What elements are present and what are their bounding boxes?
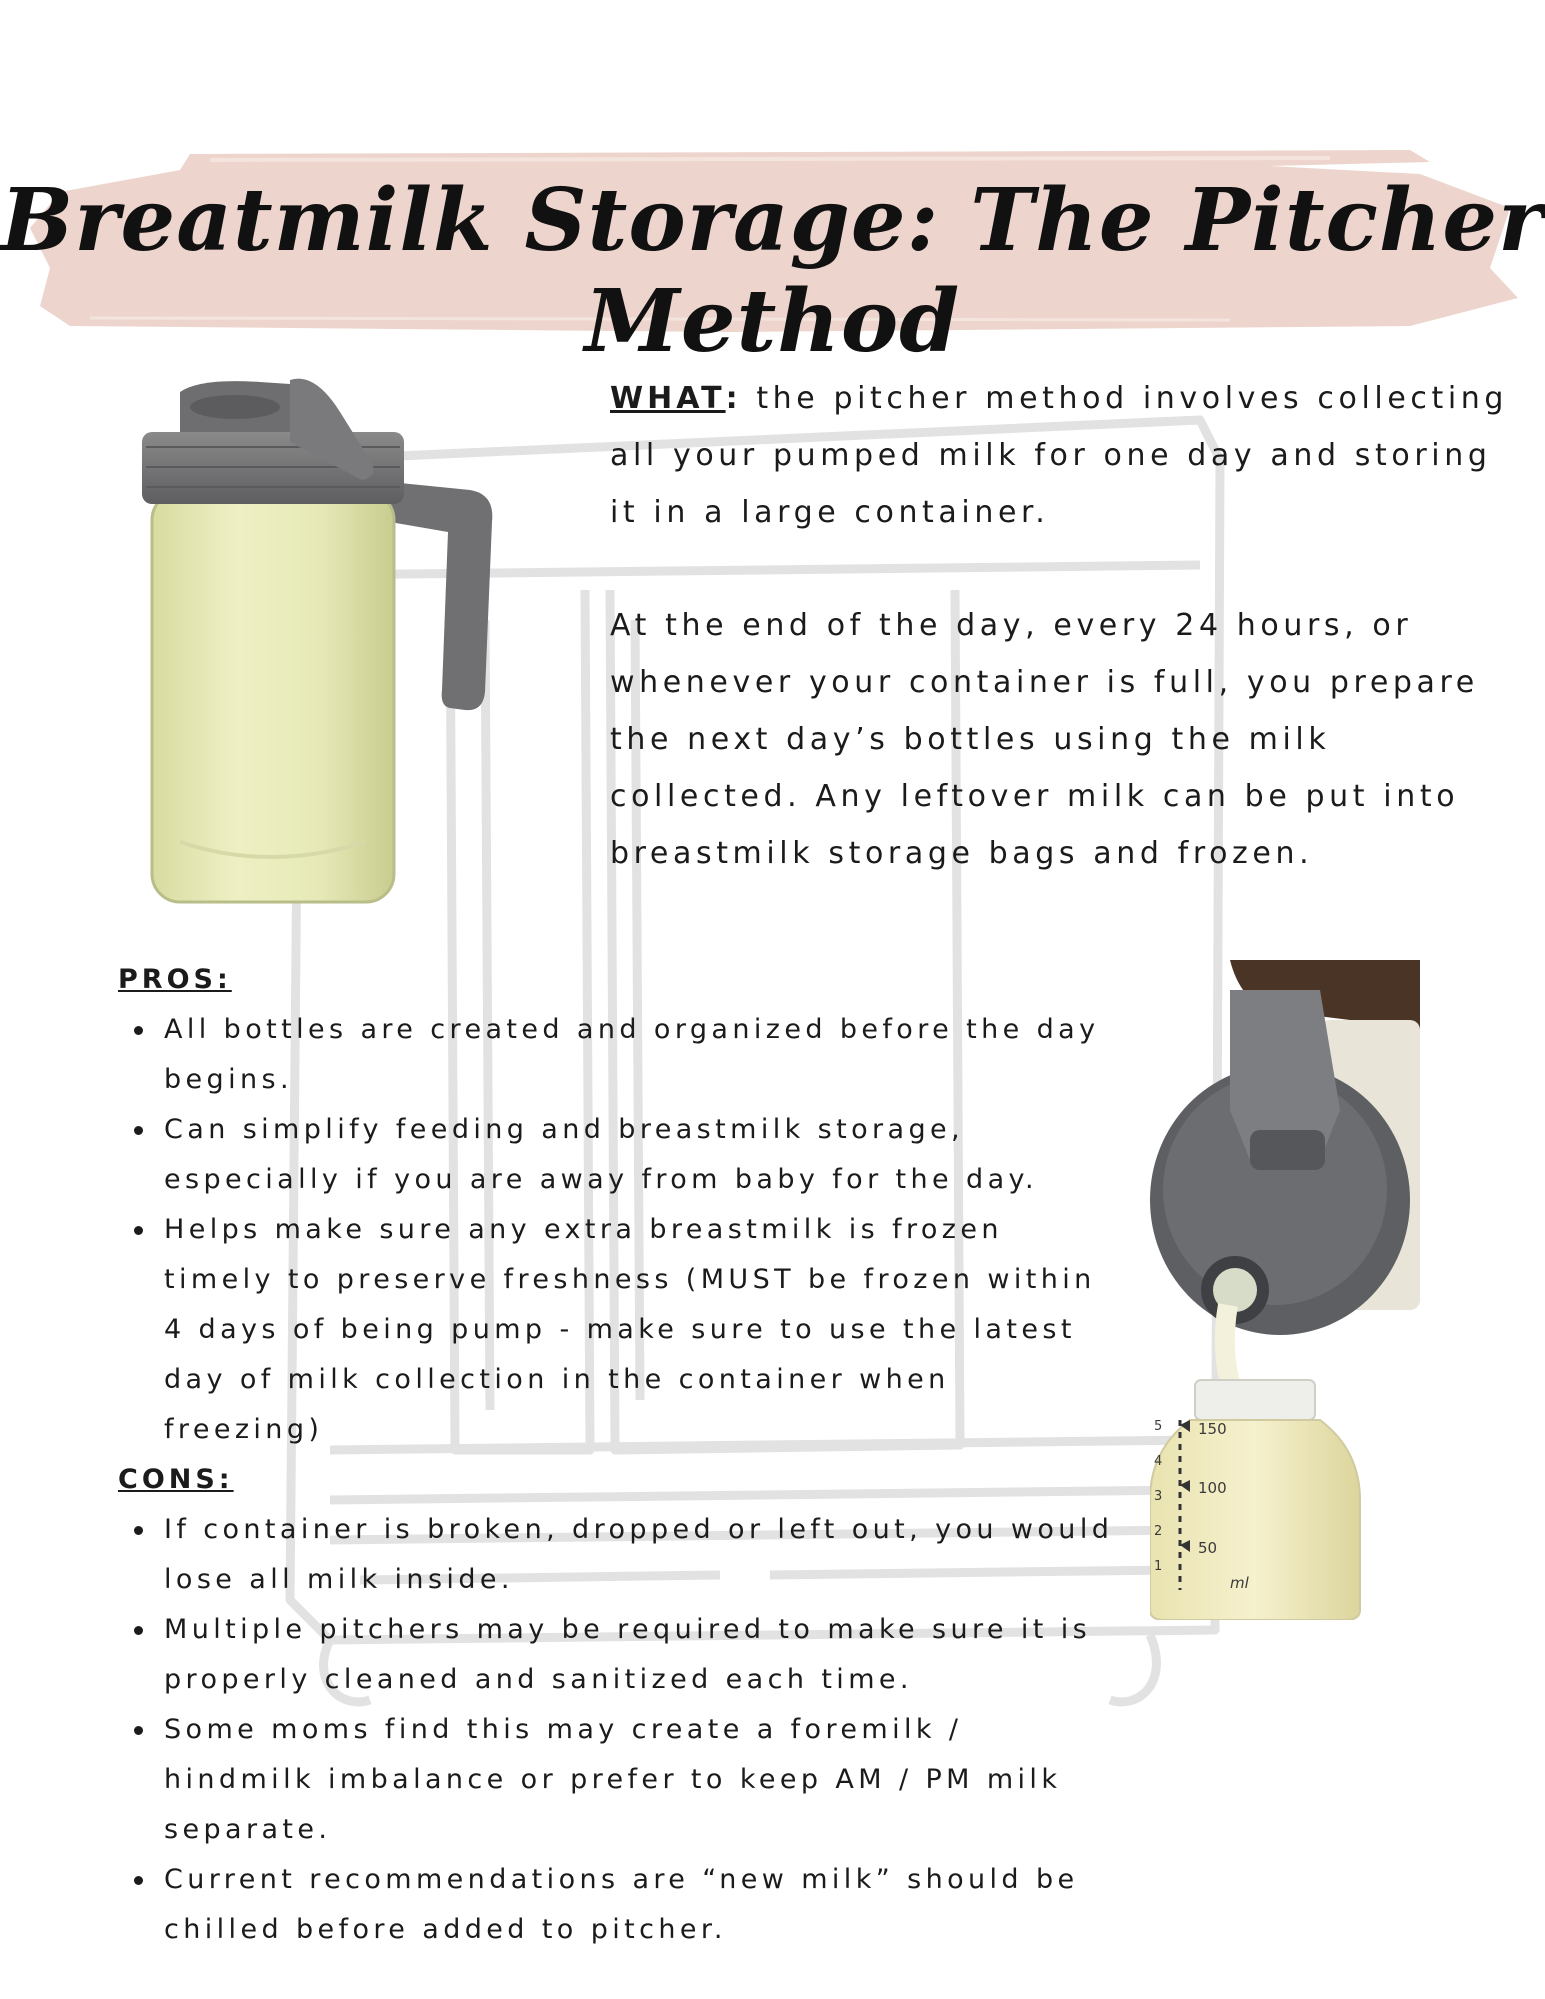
pros-item: Can simplify feeding and breastmilk storage, especially if you are away from baby for the day. <box>164 1105 1118 1205</box>
oz-mark: 3 <box>1154 1489 1163 1504</box>
cons-item: Current recommendations are “new milk” should be chilled before added to pitcher. <box>164 1855 1118 1955</box>
oz-mark: 2 <box>1154 1524 1163 1539</box>
cons-item: Multiple pitchers may be required to make sure it is properly cleaned and sanitized each time. <box>164 1605 1118 1705</box>
oz-mark: 5 <box>1154 1419 1163 1434</box>
ml-mark: 100 <box>1198 1479 1227 1497</box>
what-paragraph-2: At the end of the day, every 24 hours, or whenever your container is full, you prepare the next day’s bottles using the milk collected. Any leftover milk can be put into breastmilk storage bags and frozen. <box>610 608 1479 871</box>
what-section <box>610 370 1510 938</box>
pros-item: Helps make sure any extra breastmilk is frozen timely to preserve freshness (MUST be frozen within 4 days of being pump - make sure to use the latest day of milk collection in the container when freezing) <box>164 1205 1118 1455</box>
ml-unit: ml <box>1230 1574 1249 1592</box>
what-paragraph-1 <box>610 370 1510 541</box>
ml-mark: 50 <box>1198 1539 1218 1557</box>
pros-heading: PROS: <box>118 964 232 995</box>
pouring-bottle-image <box>1150 960 1420 1620</box>
oz-mark: 4 <box>1154 1454 1163 1469</box>
ml-mark: 150 <box>1198 1420 1227 1438</box>
oz-mark: 1 <box>1154 1559 1163 1574</box>
what-text: the pitcher method involves collecting all your pumped milk for one day and storing it in a large container. <box>610 381 1509 530</box>
pros-cons-section <box>118 955 1118 1955</box>
cons-item: If container is broken, dropped or left out, you would lose all milk inside. <box>164 1505 1118 1605</box>
what-label: WHAT <box>610 381 726 416</box>
what-colon: : <box>725 381 743 416</box>
cons-heading: CONS: <box>118 1464 234 1495</box>
pitcher-jar-image <box>140 372 510 912</box>
pros-item: All bottles are created and organized before the day begins. <box>164 1005 1118 1105</box>
page-title: Breatmilk Storage: The Pitcher Method <box>0 170 1545 372</box>
pros-list <box>118 1005 1118 1455</box>
cons-list <box>118 1505 1118 1955</box>
cons-item: Some moms find this may create a foremilk / hindmilk imbalance or prefer to keep AM / PM milk separate. <box>164 1705 1118 1855</box>
